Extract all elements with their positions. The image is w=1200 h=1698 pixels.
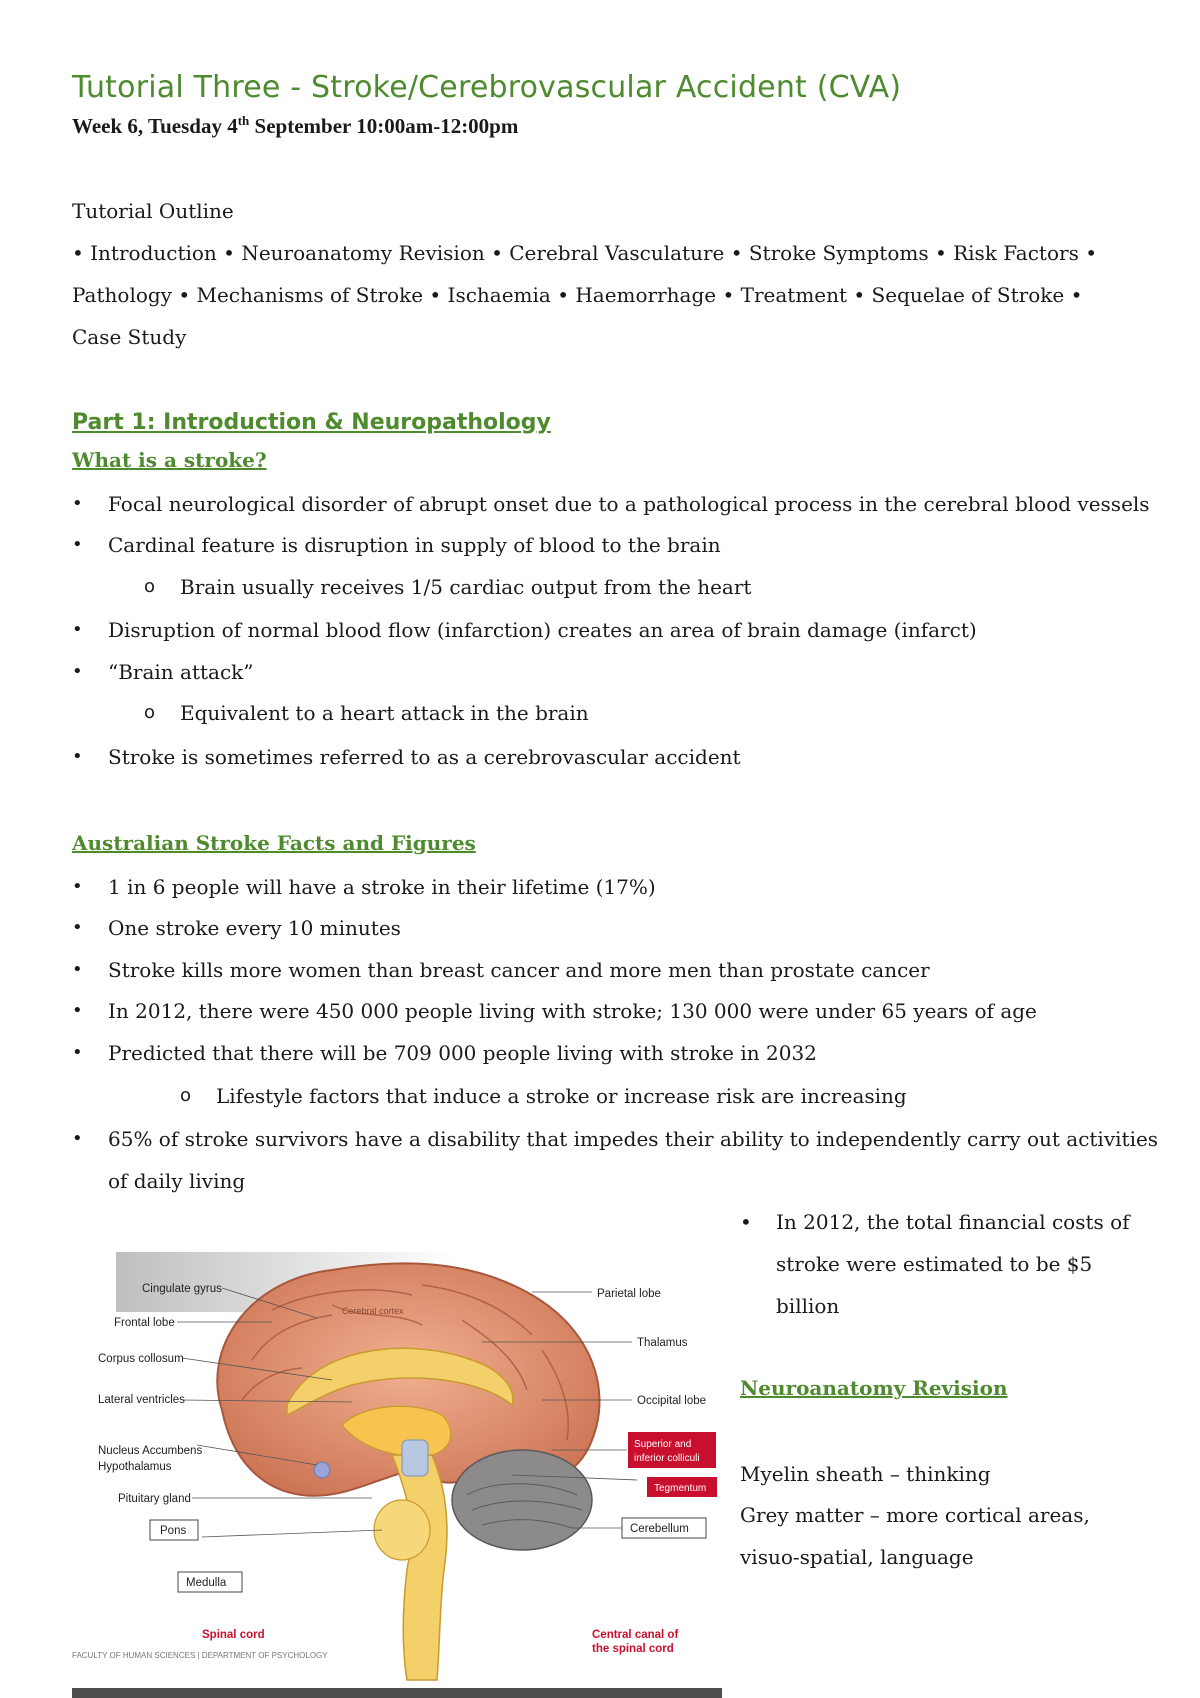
part1-heading: Part 1: Introduction & Neuropathology: [72, 410, 551, 435]
cerebellum: [452, 1450, 592, 1550]
cost-line-2: stroke were estimated to be $5: [776, 1252, 1093, 1276]
neuro-line-1: Myelin sheath – thinking: [740, 1462, 991, 1486]
label-spinal: Spinal cord: [202, 1629, 265, 1641]
label-hypothalamus: Hypothalamus: [98, 1461, 172, 1473]
outline-text: • Introduction • Neuroanatomy Revision • Cerebral Vasculature • Stroke Symptoms • Risk Factors • Pathology • Mechanisms of Stroke • Ischaemia • Haemorrhage • Treatment • Sequelae of Stroke • Case Study: [72, 241, 1097, 349]
what-heading: What is a stroke?: [72, 448, 267, 472]
outline-label: Tutorial Outline: [72, 199, 234, 223]
label-frontal: Frontal lobe: [114, 1317, 175, 1329]
label-superior-1: Superior and: [634, 1439, 692, 1450]
nucleus-dot: [314, 1462, 330, 1478]
brainstem: [392, 1455, 447, 1680]
label-corpus: Corpus collosum: [98, 1353, 184, 1365]
document-subtitle: [72, 113, 518, 139]
label-pons: Pons: [160, 1525, 187, 1537]
brain-diagram: [72, 1240, 722, 1698]
cost-line-3: billion: [776, 1294, 840, 1318]
label-cingulate: Cingulate gyrus: [142, 1283, 222, 1295]
label-nucleus: Nucleus Accumbens: [98, 1445, 203, 1457]
ventricle: [402, 1440, 428, 1476]
subtitle-date: Week 6, Tuesday 4: [72, 114, 238, 138]
brain-diagram-svg: [72, 1240, 722, 1698]
pons-bulge: [374, 1500, 430, 1560]
label-thalamus: Thalamus: [637, 1337, 688, 1349]
diagram-footer: FACULTY OF HUMAN SCIENCES | DEPARTMENT OF PSYCHOLOGY: [72, 1651, 328, 1660]
document-page: Tutorial Three - Stroke/Cerebrovascular Accident (CVA) Week 6, Tuesday 4th September 10:00am-12:00pm Tutorial Outline • Introduction • Neuroanatomy Revision • Cerebral Vasculature • Stroke Symptoms • Risk Factors • Pathology • Mechanisms of Stroke • Ischaemia • Haemorrhage • Treatment • Sequelae of Stroke • Case Study Part 1: Introduction & Neuropathology What is a stroke? • Focal neurological disorder of abrupt onset due to a pathological process in the cerebral blood vessels • Cardinal feature is disruption in supply of blood to the brain o Brain usually receives 1/5 cardiac output from the heart • Disruption of normal blood flow (infarction) creates an area of brain damage (infarct) • “Brain attack” o Equivalent to a heart attack in the brain • Stroke is sometimes referred to as a cerebrovascular accident Australian Stroke Facts and Figures • 1 in 6 people will have a stroke in their lifetime (17%) • One stroke every 10 minutes • Stroke kills more women than breast cancer and more men than prostate cancer • In 2012, there were 450 000 people living with stroke; 130 000 were under 65 years of age • Predicted that there will be 709 000 people living with stroke in 2032 o Lifestyle factors that induce a stroke or increase risk are increasing • 65% of stroke survivors have a disability that impedes their ability to independently carry out activities of daily living • In 2012, the total financial costs of stroke were estimated to be $5 billion Neuroanatomy Revision Myelin sheath – thinking Grey matter – more cortical areas, visuo-spatial, language Cingulate gyrus Frontal lobe Corpus collosum Lateral ventricles Nucleus Accumbens Hypothalamus Pituitary gland Pons Medulla Spinal cord Cerebral cortex Parietal lobe Thalamus Occipital lobe Superior and inferior colliculi Tegmentum Cerebellum Central canal of the spinal cord FACULTY OF HUMAN SCIENCES | DEPARTMENT OF PSYCHOLOGY: [0, 0, 1200, 1698]
bottom-bar: [72, 1688, 722, 1698]
neuro-heading: Neuroanatomy Revision: [740, 1376, 1008, 1400]
label-medulla: Medulla: [186, 1577, 227, 1589]
label-lateral: Lateral ventricles: [98, 1394, 185, 1406]
cost-line-1: In 2012, the total financial costs of: [776, 1210, 1130, 1234]
neuro-line-2: Grey matter – more cortical areas,: [740, 1503, 1090, 1527]
label-cortex: Cerebral cortex: [342, 1306, 404, 1316]
neuro-line-3: visuo-spatial, language: [740, 1545, 974, 1569]
label-parietal: Parietal lobe: [597, 1288, 661, 1300]
label-occipital: Occipital lobe: [637, 1395, 707, 1407]
document-title: Tutorial Three - Stroke/Cerebrovascular Accident (CVA): [72, 70, 902, 105]
label-canal-2: the spinal cord: [592, 1643, 674, 1655]
facts-heading: Australian Stroke Facts and Figures: [72, 831, 476, 855]
subtitle-time: September 10:00am-12:00pm: [249, 114, 519, 138]
label-pituitary: Pituitary gland: [118, 1493, 191, 1505]
label-cerebellum: Cerebellum: [630, 1523, 689, 1535]
label-superior-2: inferior colliculi: [634, 1453, 700, 1464]
label-canal-1: Central canal of: [592, 1629, 679, 1641]
subtitle-sup: th: [237, 113, 250, 128]
label-tegmentum: Tegmentum: [654, 1483, 707, 1494]
